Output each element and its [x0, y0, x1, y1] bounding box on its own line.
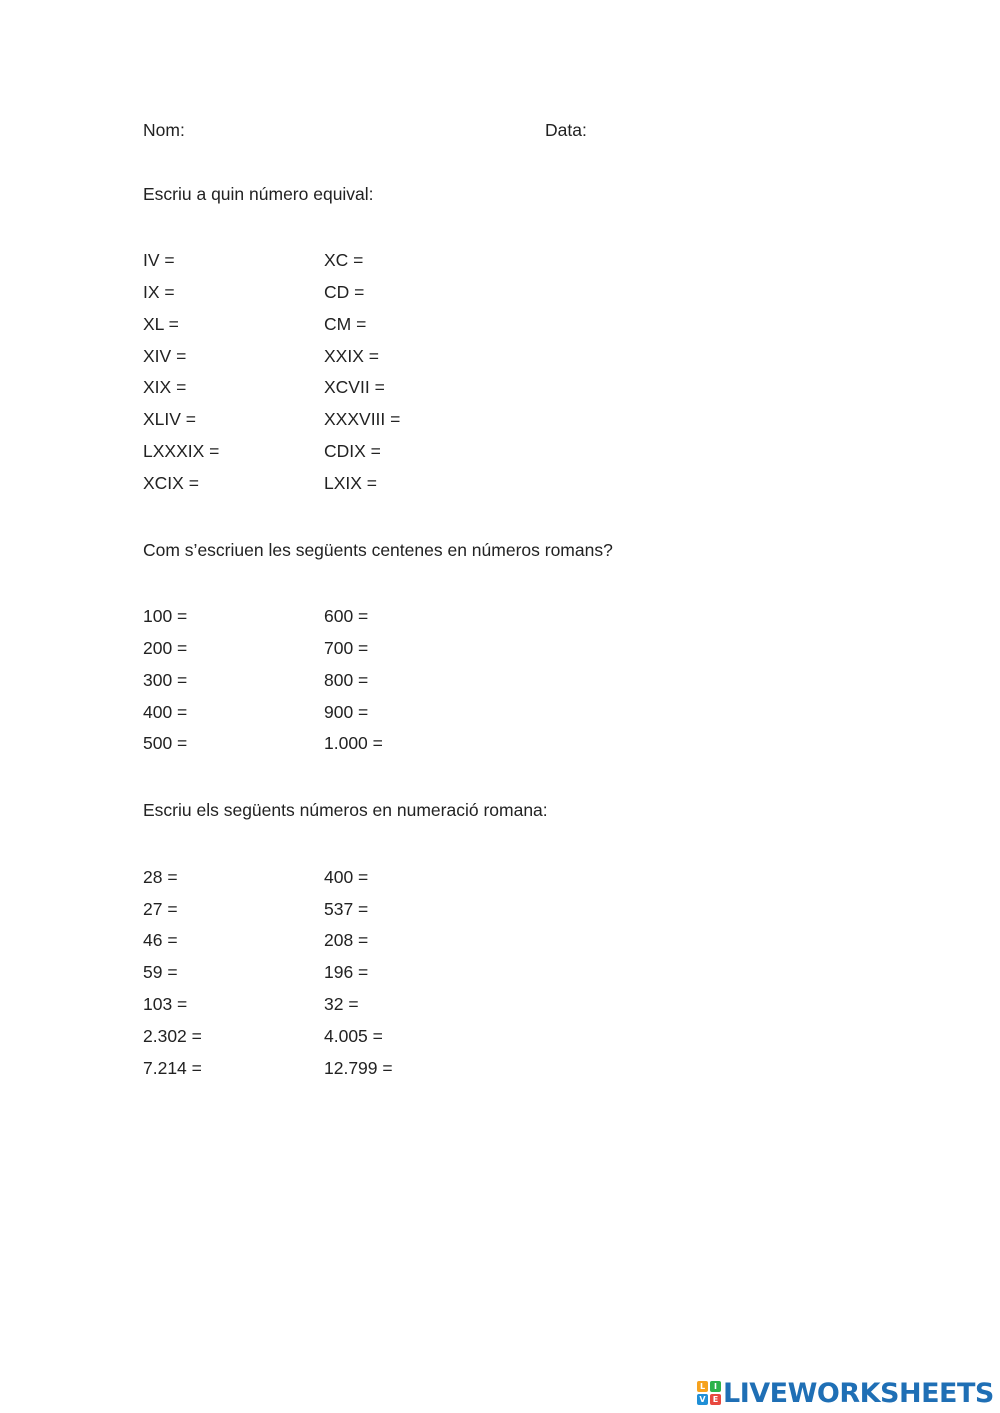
exercise-item: 12.799 =	[324, 1058, 393, 1078]
exercise-item: CM =	[324, 314, 367, 334]
exercise-item: 100 =	[143, 606, 188, 626]
name-label: Nom:	[143, 120, 185, 140]
exercise-item: 46 =	[143, 930, 178, 950]
exercise-item: 103 =	[143, 994, 188, 1014]
exercise-item: LXXXIX =	[143, 441, 220, 461]
logo-squares-icon: L I V E	[697, 1381, 721, 1405]
exercise-item: 2.302 =	[143, 1026, 202, 1046]
exercise-item: 500 =	[143, 733, 188, 753]
exercise-item: 7.214 =	[143, 1058, 202, 1078]
exercise-item: 600 =	[324, 606, 369, 626]
exercise-item: IX =	[143, 282, 175, 302]
exercise-item: 32 =	[324, 994, 359, 1014]
exercise-item: XXXVIII =	[324, 409, 401, 429]
exercise-item: CD =	[324, 282, 365, 302]
exercise-item: 196 =	[324, 962, 369, 982]
section2-instruction: Com s’escriuen les següents centenes en números romans?	[143, 540, 613, 560]
exercise-item: IV =	[143, 250, 175, 270]
section1-instruction: Escriu a quin número equival:	[143, 184, 374, 204]
exercise-item: XLIV =	[143, 409, 197, 429]
liveworksheets-logo[interactable]	[697, 1377, 994, 1409]
exercise-item: 900 =	[324, 702, 369, 722]
exercise-item: XC =	[324, 250, 364, 270]
exercise-item: 200 =	[143, 638, 188, 658]
exercise-item: 208 =	[324, 930, 369, 950]
exercise-item: 59 =	[143, 962, 178, 982]
exercise-item: 27 =	[143, 899, 178, 919]
exercise-item: 537 =	[324, 899, 369, 919]
section3-instruction: Escriu els següents números en numeració romana:	[143, 800, 548, 820]
exercise-item: 300 =	[143, 670, 188, 690]
exercise-item: XIV =	[143, 346, 187, 366]
exercise-item: 400 =	[324, 867, 369, 887]
exercise-item: 4.005 =	[324, 1026, 383, 1046]
exercise-item: CDIX =	[324, 441, 381, 461]
date-label: Data:	[545, 120, 587, 140]
exercise-item: XL =	[143, 314, 179, 334]
exercise-item: 1.000 =	[324, 733, 383, 753]
logo-text: LIVEWORKSHEETS	[723, 1377, 994, 1409]
exercise-item: 700 =	[324, 638, 369, 658]
exercise-item: 28 =	[143, 867, 178, 887]
exercise-item: XCIX =	[143, 473, 199, 493]
exercise-item: 400 =	[143, 702, 188, 722]
exercise-item: XCVII =	[324, 377, 385, 397]
exercise-item: LXIX =	[324, 473, 378, 493]
exercise-item: XXIX =	[324, 346, 379, 366]
exercise-item: 800 =	[324, 670, 369, 690]
exercise-item: XIX =	[143, 377, 187, 397]
